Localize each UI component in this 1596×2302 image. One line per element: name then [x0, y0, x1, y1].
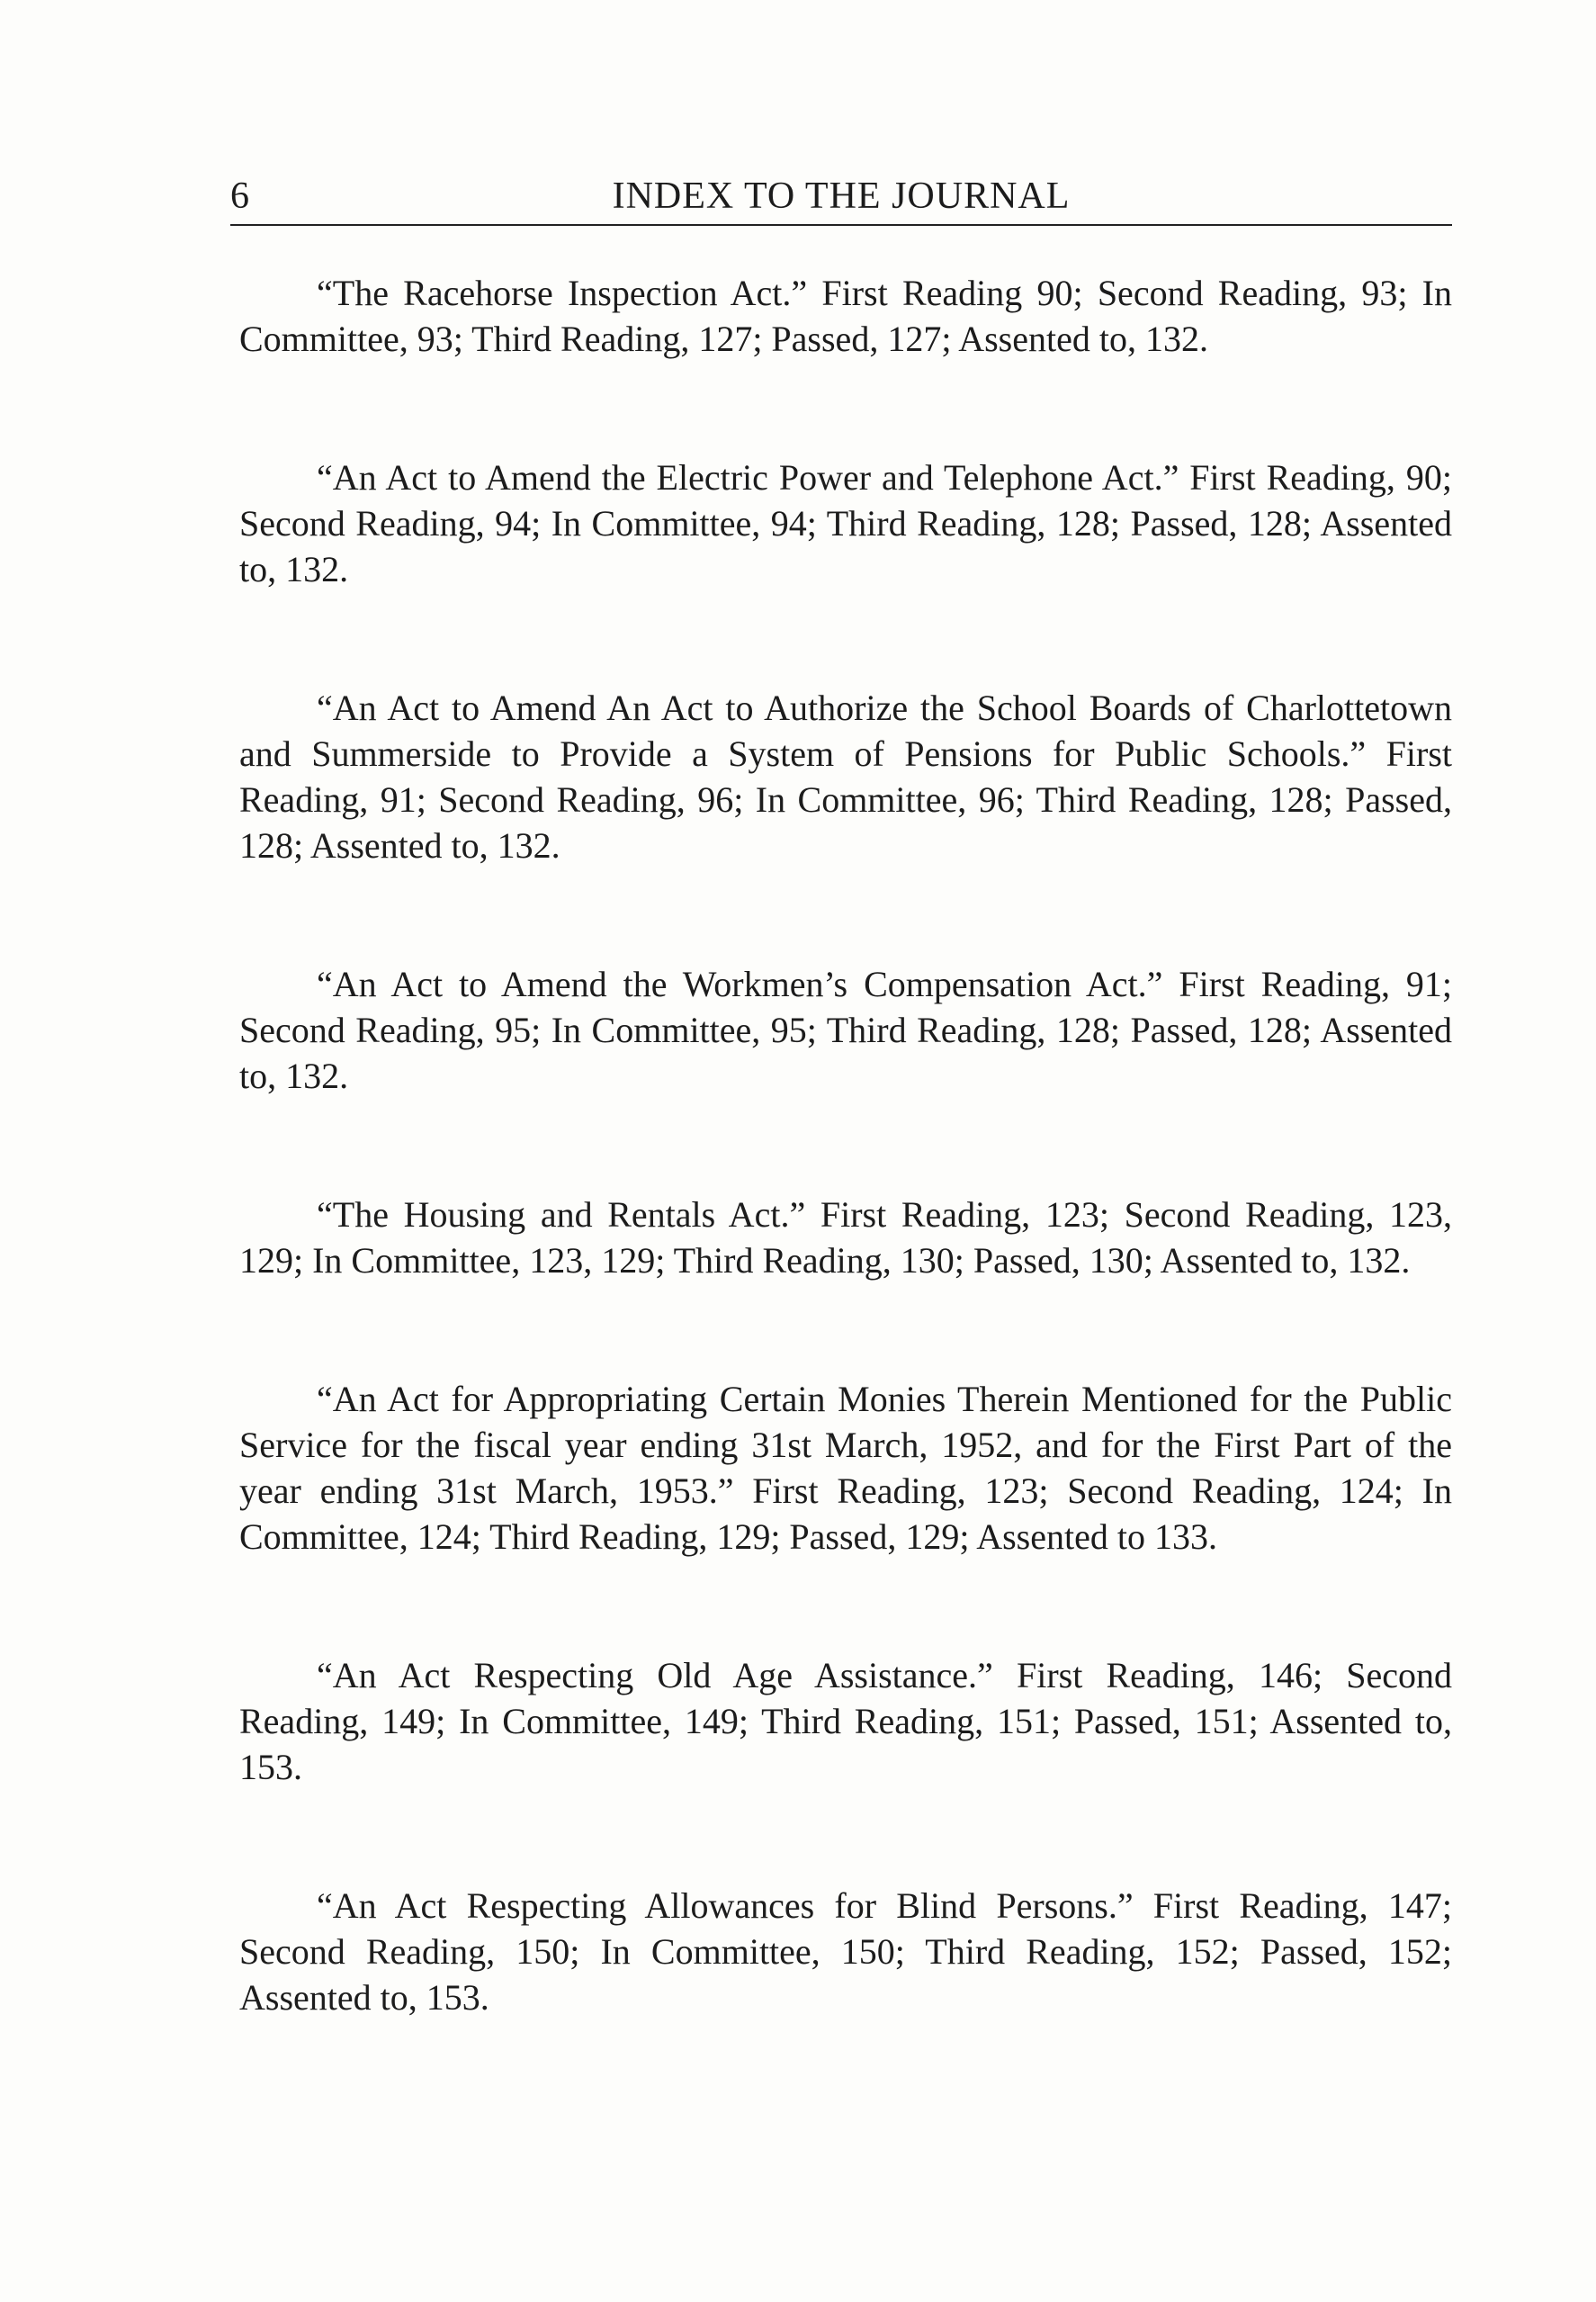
- page-header: [230, 171, 1452, 225]
- index-entry: “The Racehorse Inspection Act.” First Reading 90; Second Reading, 93; In Committee, 93; Third Reading, 127; Passed, 127; Assented to, 132.: [239, 273, 1452, 359]
- index-entries: [239, 270, 1452, 2113]
- running-title: INDEX TO THE JOURNAL: [612, 175, 1071, 217]
- header-rule: [230, 224, 1452, 226]
- index-entry: “An Act to Amend An Act to Authorize the School Boards of Charlottetown and Summerside to Provide a System of Pensions for Public Schools.” First Reading, 91; Second Reading, 96; In Committee, 96; Third Reading, 128; Passed, 128; Assented to, 132.: [239, 688, 1452, 866]
- index-entry: “An Act to Amend the Workmen’s Compensation Act.” First Reading, 91; Second Reading, 95; In Committee, 95; Third Reading, 128; Passed, 128; Assented to, 132.: [239, 964, 1452, 1096]
- page-number: 6: [230, 175, 249, 217]
- index-entry: “The Housing and Rentals Act.” First Reading, 123; Second Reading, 123, 129; In Committee, 123, 129; Third Reading, 130; Passed, 130; Assented to, 132.: [239, 1194, 1452, 1281]
- index-entry: “An Act Respecting Allowances for Blind Persons.” First Reading, 147; Second Reading, 150; In Committee, 150; Third Reading, 152; Passed, 152; Assented to, 153.: [239, 1885, 1452, 2018]
- index-entry: “An Act for Appropriating Certain Monies Therein Mentioned for the Public Service for the fiscal year ending 31st March, 1952, and for the First Part of the year ending 31st March, 1953.” First Reading, 123; Second Reading, 124; In Committee, 124; Third Reading, 129; Passed, 129; Assented to 133.: [239, 1379, 1452, 1557]
- index-entry: “An Act to Amend the Electric Power and Telephone Act.” First Reading, 90; Second Reading, 94; In Committee, 94; Third Reading, 128; Passed, 128; Assented to, 132.: [239, 457, 1452, 589]
- index-entry: “An Act Respecting Old Age Assistance.” First Reading, 146; Second Reading, 149; In Committee, 149; Third Reading, 151; Passed, 151; Assented to, 153.: [239, 1655, 1452, 1787]
